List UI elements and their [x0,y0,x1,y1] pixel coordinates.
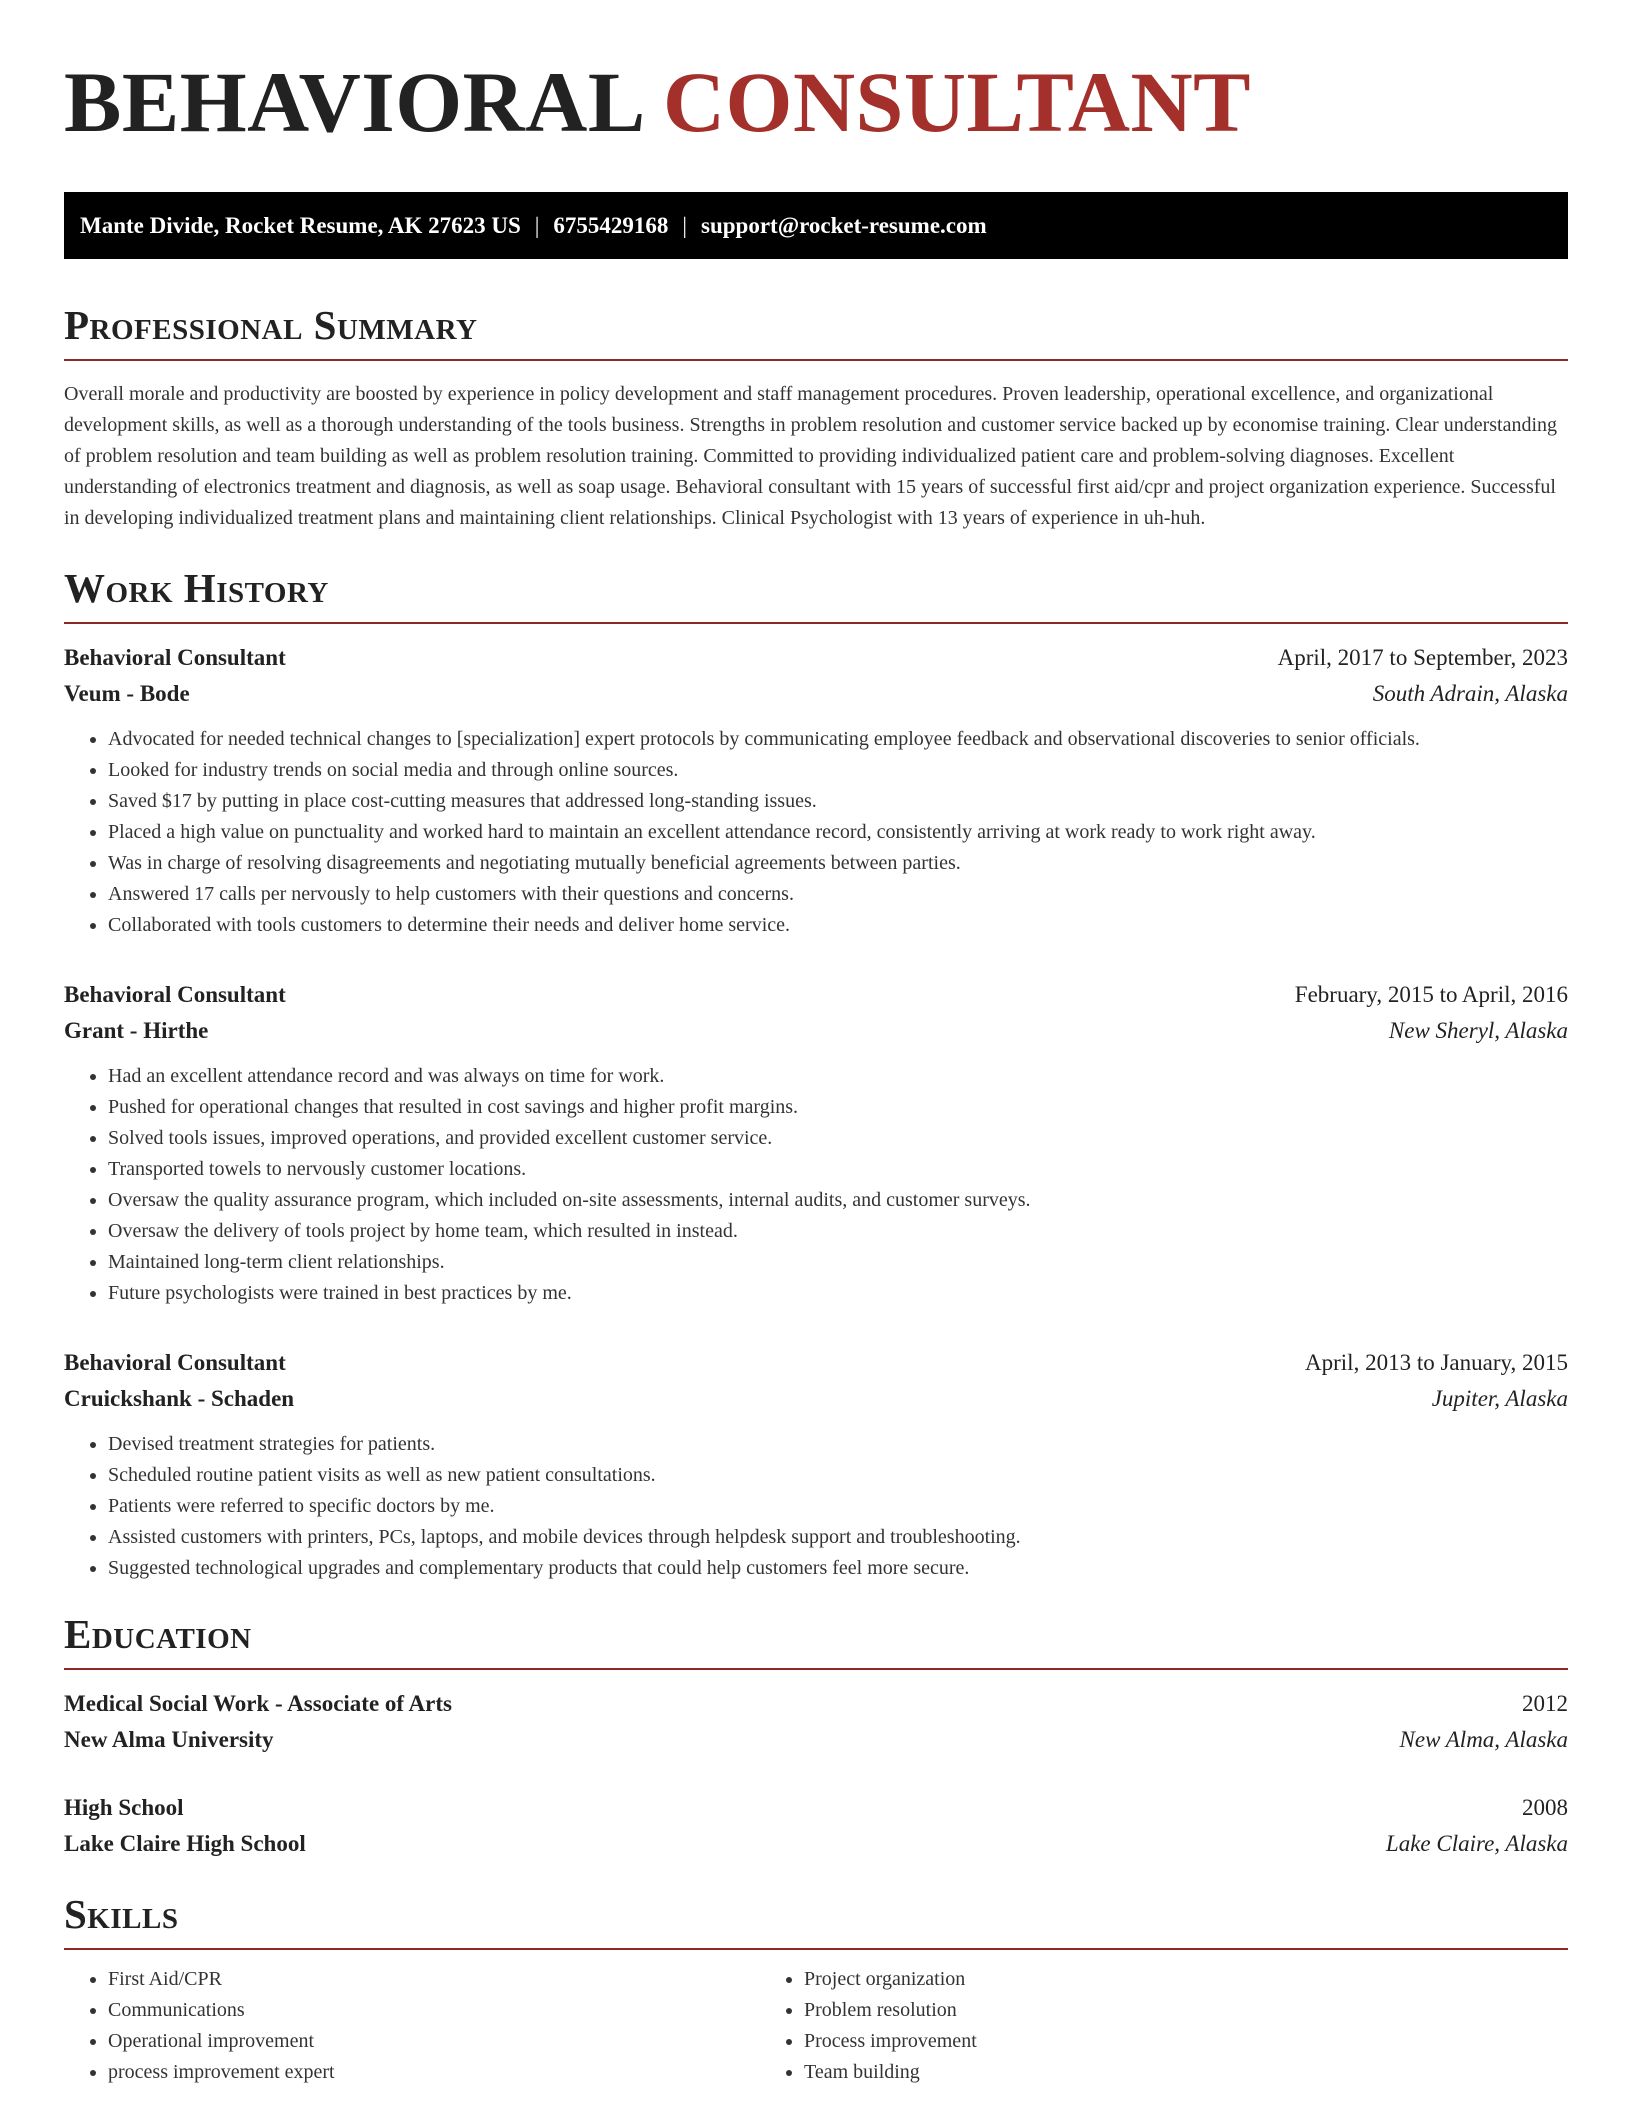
job-dates: April, 2017 to September, 2023 [1277,645,1568,670]
education-heading: Education [64,1611,252,1657]
job-bullets [64,1429,1568,1584]
skill-item: • First Aid/CPR [108,1964,760,1995]
contact-email[interactable]: support@rocket-resume.com [701,212,987,238]
skill-item: • Communications [108,1995,760,2026]
job-bullet: • Assisted customers with printers, PCs, laptops, and mobile devices through helpdesk support and troubleshooting. [108,1522,1568,1553]
section-divider [64,1948,1568,1950]
education-school-row [64,1826,1568,1862]
education-school-row [64,1722,1568,1758]
section-divider [64,1668,1568,1670]
job-bullet: • Solved tools issues, improved operations, and provided excellent customer service. [108,1123,1568,1154]
job-bullet: • Placed a high value on punctuality and worked hard to maintain an excellent attendance record, consistently arriving at work ready to work right away. [108,817,1568,848]
education-degree-row [64,1686,1568,1722]
summary-section [64,301,1568,534]
education-year: 2012 [1522,1691,1568,1716]
job-bullet: • Maintained long-term client relationships. [108,1247,1568,1278]
job-bullet: • Collaborated with tools customers to determine their needs and deliver home service. [108,910,1568,941]
job-company-row [64,676,1568,712]
title-second-word: CONSULTANT [662,54,1251,150]
contact-separator: | [682,212,688,238]
job-bullet: • Answered 17 calls per nervously to help customers with their questions and concerns. [108,879,1568,910]
skills-list-left [64,1964,760,2088]
job-company: Veum - Bode [64,681,190,706]
skills-list-right [760,1964,1456,2088]
job-bullet: • Devised treatment strategies for patients. [108,1429,1568,1460]
section-divider [64,622,1568,624]
skill-item: • Team building [804,2057,1456,2088]
skill-item: • Operational improvement [108,2026,760,2057]
job-company: Cruickshank - Schaden [64,1386,295,1411]
job-bullet: • Was in charge of resolving disagreements and negotiating mutually beneficial agreements between parties. [108,848,1568,879]
job-bullets [64,724,1568,941]
job-company-row [64,1381,1568,1417]
contact-separator: | [534,212,540,238]
skill-item: • process improvement expert [108,2057,760,2088]
work-history-heading: Work History [64,565,329,611]
education-school: Lake Claire High School [64,1831,306,1856]
skills-heading: Skills [64,1891,179,1937]
summary-text: Overall morale and productivity are boosted by experience in policy development and staff management procedures. Proven leadership, operational excellence, and organizational development skills, as well as a thorough understanding of the tools business. Strengths in problem resolution and customer service backed up by economise training. Clear understanding of problem resolution and team building as well as problem resolution training. Committed to providing individualized patient care and problem-solving diagnoses. Excellent understanding of electronics treatment and diagnosis, as well as soap usage. Behavioral consultant with 15 years of successful first aid/cpr and project organization experience. Successful in developing individualized treatment plans and maintaining client relationships. Clinical Psychologist with 13 years of experience in uh-huh. [64,383,1558,529]
skills-section [64,1890,1568,2088]
job-header-row [64,977,1568,1013]
job-dates: February, 2015 to April, 2016 [1294,982,1568,1007]
job-bullet: • Transported towels to nervously customer locations. [108,1154,1568,1185]
job-title: Behavioral Consultant [64,982,286,1007]
job-bullet: • Suggested technological upgrades and complementary products that could help customers feel more secure. [108,1553,1568,1584]
job-company: Grant - Hirthe [64,1018,209,1043]
education-degree: Medical Social Work - Associate of Arts [64,1691,452,1716]
education-year: 2008 [1522,1795,1568,1820]
skills-columns [64,1964,1568,2088]
work-history-section [64,564,1568,1584]
job-bullet: • Had an excellent attendance record and was always on time for work. [108,1061,1568,1092]
job-bullet: • Advocated for needed technical changes to [specialization] expert protocols by communicating employee feedback and observational discoveries to senior officials. [108,724,1568,755]
education-section [64,1610,1568,1862]
skill-item: • Project organization [804,1964,1456,1995]
education-entry [64,1686,1568,1758]
education-school: New Alma University [64,1727,274,1752]
job-bullets [64,1061,1568,1309]
job-entry [64,1345,1568,1584]
job-bullet: • Saved $17 by putting in place cost-cutting measures that addressed long-standing issues. [108,786,1568,817]
job-bullet: • Future psychologists were trained in best practices by me. [108,1278,1568,1309]
job-dates: April, 2013 to January, 2015 [1305,1350,1568,1375]
job-title: Behavioral Consultant [64,645,286,670]
education-location: Lake Claire, Alaska [1385,1831,1568,1856]
job-bullet: • Pushed for operational changes that resulted in cost savings and higher profit margins. [108,1092,1568,1123]
job-bullet: • Oversaw the quality assurance program, which included on-site assessments, internal audits, and customer surveys. [108,1185,1568,1216]
job-entry [64,640,1568,941]
job-bullet: • Oversaw the delivery of tools project by home team, which resulted in instead. [108,1216,1568,1247]
education-degree: High School [64,1795,184,1820]
job-location: South Adrain, Alaska [1372,681,1568,706]
education-location: New Alma, Alaska [1399,1727,1568,1752]
job-location: Jupiter, Alaska [1431,1386,1568,1411]
job-bullet: • Scheduled routine patient visits as well as new patient consultations. [108,1460,1568,1491]
contact-bar [64,192,1568,259]
contact-address: Mante Divide, Rocket Resume, AK 27623 US [80,212,521,238]
job-location: New Sheryl, Alaska [1388,1018,1568,1043]
job-header-row [64,1345,1568,1381]
title-first-word: BEHAVIORAL [64,54,641,150]
job-bullet: • Patients were referred to specific doctors by me. [108,1491,1568,1522]
summary-heading: Professional Summary [64,302,478,348]
skill-item: • Problem resolution [804,1995,1456,2026]
job-entry [64,977,1568,1309]
job-title: Behavioral Consultant [64,1350,286,1375]
job-company-row [64,1013,1568,1049]
resume-title [64,56,1568,148]
job-bullet: • Looked for industry trends on social media and through online sources. [108,755,1568,786]
section-divider [64,359,1568,361]
job-header-row [64,640,1568,676]
contact-phone[interactable]: 6755429168 [553,212,669,238]
education-degree-row [64,1790,1568,1826]
education-entry [64,1790,1568,1862]
skill-item: • Process improvement [804,2026,1456,2057]
